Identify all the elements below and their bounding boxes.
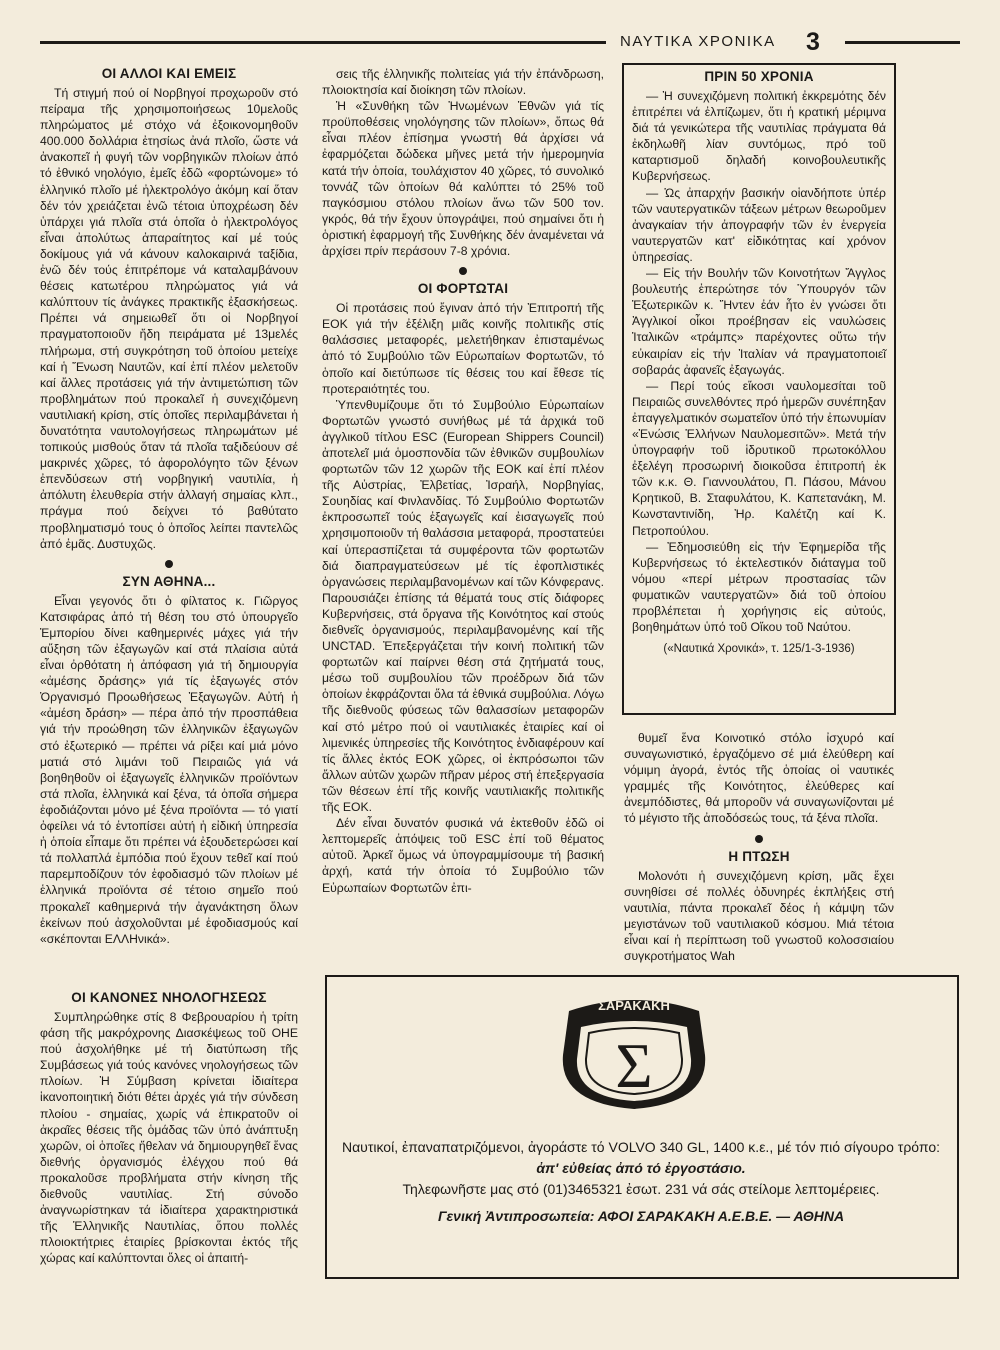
article-kanones: Συμπληρώθηκε στίς 8 Φεβρουαρίου ἡ τρίτη φάση τῆς μακρόχρονης Διασκέψεως τοῦ ΟΗΕ πού ἀσχολήθηκε μέ τή διατύπωση τῆς Συμβάσεως γιά τούς κανόνες νηολογήσεως τῶν πλοίων. Ἡ Σύμβαση κρίνεται ἰδιαίτερα ἱκανοποιητική διότι θέτει ἀρχές γιά τήν σύνδεση πλοίου - σημαίας, χωρίς νά ἐπικρατοῦν οἱ ἀκραῖες θέσεις τῆς ὁμάδας τῶν ὑπό ἀνάπτυξη χωρῶν, οἱ ὁποῖες ἤθελαν νά δημιουργηθεῖ ἕνας διεθνής ὀργανισμός ἐλέγχου πού θά προκαλοῦσε προβλήματα στήν κίνηση τῆς διεθνοῦς ναυτιλίας. Στή σύνοδο ἀναγνωρίστηκαν τά ἰδιαίτερα χαρακτηριστικά τῆς Ἑλληνικῆς Ναυτιλίας, ὅπου πολλές πλοιοκτήτριες ἑταιρίες βρίσκονται ἐκτός τῆς χώρας καί καλύπτονται ὅλες οἱ ἀπαιτή- bbox=[40, 1010, 298, 1266]
article-synthiki: Ἡ «Συνθήκη τῶν Ἡνωμένων Ἐθνῶν γιά τίς προϋποθέσεις νηολόγησης τῶν πλοίων», ὅπως θά εἶναι πλέον ἐπίσημα γνωστή θά ἀρχίσει νά ἐφαρμόζεται δώδεκα μῆνες μετά τήν ἡμερομηνία κατά τήν ὁποία, τουλάχιστον 40 χῶρες, τό συνολικό τοννάζ τῶν ὁποίων θά καλύπτει τό 25% τοῦ παγκόσμιου στόλου πλοίων ἄνω τῶν 500 τον. γκρός, θά τήν ἔχουν ὑπογράψει, πού σημαίνει ὅτι ἡ ὁριστική ἐφαρμογή τῆς Συνθήκης δέν ἀναμένεται νά ἀρχίσει πρίν περάσουν 7-8 χρόνια. bbox=[322, 99, 604, 259]
box-item-3: — Εἰς τήν Βουλήν τῶν Κοινοτήτων Ἄγγλος βουλευτής ἐπερώτησε τόν Ὑπουργόν τῶν Ἐξωτερικῶν κ. Ἤντεν ἐάν ἦτο ἐν γνώσει ὅτι Ἀγγλικοί οἶκοι προέβησαν εἰς ναυλώσεις Ἰταλικῶν «τράμπς» παρέχοντες οὕτω τήν εὐκαιρίαν εἰς τήν Ἰταλίαν νά πραγματοποιεῖ σοβαράς ἀφανεῖς ἐξαγωγάς. bbox=[632, 266, 886, 377]
article-oi-alloi: Τή στιγμή πού οί Νορβηγοί προχωροῦν στό πείραμα τῆς χρησιμοποιήσεως 10μελοῦς πληρώματος μέ στόχο νά ἐξοικονομηθοῦν 400.000 δολλάρια ἐτησίως ἀνά πλοῖο, ὥστε νά ἀνακοπεῖ ἡ φυγή τῶν νορβηγικῶν πλοίων ἀπό τό ἐθνικό νηολόγιο, ἐμεῖς ἐδῶ «φορτώνομε» τό ἑλληνικό πλοῖο μέ ἠλεκτρολόγο ἀκόμη καί ὅταν δέν τόν χρειάζεται ἐνῶ τέτοια ὑποχρέωση δέν ὑπάρχει γιά πλοῖα στά ὁποῖα ὁ ἠλεκτρολόγος εἶναι ἀπολύτως ἀπαραίτητος καί μέ τούς δοκίμους γιά νά κάνουν καλοκαιρινά ταξίδια, ἐνῶ δέν τούς ἐπιτρέπομε νά καταλαμβάνουν θέσεις κατωτέρου πληρώματος γιά νά καλύπτουν τίς ἀνάγκες πρακτικῆς ἐξασκήσεως. Πρέπει νά σημειωθεῖ ὅτι οἱ Νορβηγοί πραγματοποιοῦν ἤδη πειράματα μέ 13μελές πλήρωμα, στή συγκρότηση τοῦ ὁποίου μετείχε καί ἡ Ἕνωση Ναυτῶν, καί ἐπί πλέον μελετοῦν καί ἄλλες προτάσεις γιά τήν ἀντιμετώπιση τῶν προβλημάτων πού προκαλεῖ ἡ συνεχιζόμενη ναυτιλιακή κρίση, στίς ὁποῖες περιλαμβάνεται ἡ δυνατότητα ναυτολογήσεως πληρωμάτων μέ τοπικούς μισθούς ὅταν τά πλοῖα ταξιδεύουν σέ μακρινές χῶρες, τό ἀφορολόγητο τῶν ξένων ἐπενδύσεων στή νορβηγική ναυτιλία, ἡ ἀπόλυτη ἐλευθερία στήν ἀλλαγή σημαίας κλπ., πράγμα πού δείχνει τό βαθύτατο προβληματισμό τους ὁ ὁποῖος λείπει παντελῶς ἀπό ἐμᾶς. Δυστυχῶς. bbox=[40, 86, 298, 551]
section-bullet bbox=[755, 835, 763, 843]
article-stolos: θυμεῖ ἕνα Κοινοτικό στόλο ἰσχυρό καί συναγωνιστικό, ἐργαζόμενο σέ μιά ἐλεύθερη καί νόμιμη ἀγορά, ἐντός τῆς ὁποίας οἱ ναυτικές γραμμές τῆς Κοινότητος, ἐλεύθερες καί ἀνεμπόδιστες, θά μποροῦν νά συναγωνίζονται μέ τό μέγιστο τῆς ἀποδόσεώς τους, τά ξένα πλοῖα. bbox=[624, 731, 894, 826]
header-rule-right bbox=[845, 41, 960, 44]
article-fortotai-3: Δέν εἶναι δυνατόν φυσικά νά ἐκτεθοῦν ἐδῶ οἱ λεπτομερεῖς ἀπόψεις τοῦ ESC ἐπί τοῦ θέματος αὐτοῦ. Ἀρκεῖ ὅμως νά ὑπογραμμίσουμε τή βασική ἀρχή, κατά τήν ὁποία τό Συμβούλιο τῶν Εὐρωπαίων Φορτωτῶν ἐπι- bbox=[322, 816, 604, 895]
logo-sigma: Σ bbox=[615, 1030, 653, 1101]
box-item-5: — Ἐδημοσιεύθη εἰς τήν Ἐφημερίδα τῆς Κυβερνήσεως τό ἐκτελεστικόν διάταγμα τοῦ νόμου «περί μέτρων προστασίας τῶν φυματικῶν ναυτεργατῶν» διά τοῦ ὁποίου προβλέπεται ἡ χορήγησις εἰς αὐτούς, βοηθημάτων ὑπό τοῦ Οἴκου τοῦ Ναύτου. bbox=[632, 539, 886, 635]
heading-oi-alloi: ΟΙ ΑΛΛΟΙ ΚΑΙ ΕΜΕΙΣ bbox=[101, 66, 237, 81]
publication-title: ΝΑΥΤΙΚΑ ΧΡΟΝΙΚΑ bbox=[620, 33, 776, 50]
column-1 bbox=[40, 66, 298, 966]
heading-kanones: ΟΙ ΚΑΝΟΝΕΣ ΝΗΟΛΟΓΗΣΕΩΣ bbox=[71, 990, 267, 1005]
box-item-1: — Ἡ συνεχιζόμενη πολιτική ἐκκρεμότης δέν ἐπιτρέπει νά ἐλπίζωμεν, ὅτι ἡ κρατική μέριμνα διά τά γενικώτερα τῆς ναυτιλίας πράγματα θά ἐκδηλωθῆ λίαν συντόμως, πρό τοῦ καταρτισμοῦ δηλαδή κοινοβουλευτικῆς Κυβερνήσεως. bbox=[632, 89, 886, 184]
page-number: 3 bbox=[806, 28, 820, 56]
box-item-4: — Περί τούς εἴκοσι ναυλομεσίται τοῦ Πειραιῶς συνελθόντες πρό ἡμερῶν συνέπηξαν ἐπαγγελματικόν σωματεῖον ὑπό τήν ἐπωνυμίαν «Ἑνώσις Ἑλλήνων Ναυλομεσιτῶν». Μετά τήν ὑπογραφήν τοῦ ἱδρυτικοῦ πρωτοκόλλου ἐξελέγη προσωρινή διοικοῦσα ἐπιτροπή ἐκ τῶν κ.κ. Θ. Γιαννουλάτου, Π. Πάσου, Μάνου Κρητικοῦ, Β. Σταφυλάτου, Κ. Καπετανάκη, Μ. Κωνσταντινίδη, Ἠρ. Καλέτζη καί Κ. Πετροπούλου. bbox=[632, 378, 886, 538]
heading-prin-50: ΠΡΙΝ 50 ΧΡΟΝΙΑ bbox=[704, 69, 814, 84]
logo-brand-text: ΣΑΡΑΚΑΚΗ bbox=[598, 998, 670, 1013]
article-syn-athina: Εἶναι γεγονός ὅτι ὁ φίλτατος κ. Γιῶργος Κατσιφάρας ἀπό τή θέση του στό ὑπουργεῖο Ἐμπορίου δίνει καθημερινές μάχες γιά τήν αὔξηση τῶν ἐξαγωγῶν καί στά πλαίσια αὐτά εἶναι ὀρθότατη ἡ ἀπόφαση γιά τή δημιουργία «ἀμέσης δράσης» γιά τίς ἐξαγωγές στόν Ὀργανισμό Προωθήσεως Ἐξαγωγῶν. Αὐτή ἡ «ἀμέση δράση» — πέρα ἀπό τήν προσπάθεια γιά τήν προώθηση τῶν ἑλληνικῶν ἐξαγωγῶν στό ἐξωτερικό — πρέπει νά ρίξει καί μιά μόνο ματιά στό λιμάνι τοῦ Πειραιῶς γιά νά βοηθηθοῦν οἱ ἐξαγωγεῖς ἑλληνικῶν προϊόντων στά πλοῖα, ἑλληνικά καί ξένα, τά ὁποῖα σήμερα ἐφοδιάζονται μόνο μέ ξένα προϊόντα — τό γιατί ὀφείλει νά τό ἐντοπίσει αὐτή ἡ εἰδική ὑπηρεσία ἡ ὁποία εἶπαμε ὅτι πρέπει νά ἐξουδετερώσει καί τά πολλαπλά ἐμπόδια πού ἔχουν τεθεῖ καί πού παρεμποδίζουν τόν ἐφοδιασμό τῶν πλοίων μέ ἑλληνικά προϊόντα σέ τέτοιο σημεῖο πού προκαλεῖ καθημερινά τήν ἀγανάκτηση ὅλων ἐκείνων πού ἀσχολοῦνται μέ ἐφοδιασμούς καί «σκέπονται ΕΛΛΗνικά». bbox=[40, 593, 298, 946]
box-source: («Ναυτικά Χρονικά», τ. 125/1-3-1936) bbox=[663, 643, 855, 656]
ad-line-3: Γενική Ἀντιπροσωπεία: ΑΦΟΙ ΣΑΡΑΚΑΚΗ Α.Ε.Β.Ε. — ΑΘΗΝΑ bbox=[437, 1208, 845, 1224]
ad-copy bbox=[341, 1137, 941, 1227]
sarakaki-logo-icon bbox=[559, 993, 709, 1113]
box-item-2: — Ὡς ἀπαρχήν βασικήν οἱανδήποτε ὑπέρ τῶν ναυτεργατικῶν τάξεων μέτρων θεωροῦμεν ἀναγκαίαν τήν ἀπογραφήν τῶν ἐν ἐνεργεία ναυτεργατῶν κατ' εἰδικότητας καί χρόνον ὑπηρεσίας. bbox=[632, 185, 886, 264]
section-bullet bbox=[459, 267, 467, 275]
article-ptosi: Μολονότι ἡ συνεχιζόμενη κρίση, μᾶς ἔχει συνηθίσει σέ πολλές ὀδυνηρές ἐκπλήξεις στή ναυτιλία, πάντα προκαλεῖ δέος ἡ κάμψη τῶν μεγιστάνων τοῦ ναυτιλιακοῦ κόσμου. Μιά τέτοια εἶναι καί ἡ περίπτωση τοῦ γνωστοῦ κολοσσιαίου συγκροτήματος Wah bbox=[624, 868, 894, 964]
article-fortotai-2: Ὑπενθυμίζουμε ὅτι τό Συμβούλιο Εὐρωπαίων Φορτωτῶν γνωστό συνήθως μέ τά ἀρχικά τοῦ ἀγγλικοῦ τίτλου ESC (European Shippers Council) ἀποτελεῖ μιά ὁμοσπονδία τῶν ἐθνικῶν συμβουλίων φορτωτῶν τῶν 12 χωρῶν τῆς ΕΟΚ καί ἐπί πλέον τῆς Αὐστρίας, Ἐλβετίας, Ἰσραήλ, Νορβηγίας, Σουηδίας καί Φινλανδίας. Τό Συμβούλιο Φορτωτῶν ἐκπροσωπεῖ τούς ἐξαγωγεῖς καί ἐισαγωγεῖς πού χρησιμοποιοῦν τή θαλάσσια μεταφορά, προστατεύει καί ὑπερασπίζεται τά συμφέροντα τῶν φορτωτῶν διά διαπραγματεύσεων μέ τίς ἐφοπλιστικές ὀργανώσεις περιλαμβανομένων καί τῶν Κόνφερανς. Παρουσιάζει ἐπίσης τά θέματά τους στίς διάφορες Κυβερνήσεις, στά ὄργανα τῆς Κοινότητος καί στούς διεθνεῖς ὀργανισμούς, περιλαμβανομένης καί τῆς UNCTAD. Ἐπεξεργάζεται τήν κοινή πολιτική τῶν φορτωτῶν καί παίρνει θέση στά ζητήματά τους, μέσω τοῦ συμβουλίου τῶν προέδρων διά τῶν ὁποίων ἐκφράζονται ὅλα τά ἐθνικά συμβούλια. Λόγω τῆς διεθνοῦς φύσεως τῶν θαλασσίων μεταφορῶν καί στό μέτρο πού οἱ ναυτιλιακές ἑταιρίες καί οἱ λιμενικές ὑπηρεσίες τῆς Κοινότητος ἐνδιαφέρουν καί τίς ἄλλες ἐκτός ΕΟΚ χῶρες, οἱ ἐκπρόσωποι τῶν ἄλλων αὐτῶν χωρῶν πῆραν μέρος στή ἐπεξεργασία τῶν θέσεων ἐπί τῆς κοινῆς ναυτιλιακῆς πολιτικῆς τῆς ΕΟΚ. bbox=[322, 397, 604, 815]
sarakaki-advertisement bbox=[325, 975, 959, 1279]
prin-50-xronia-box bbox=[622, 63, 896, 715]
heading-ptosi: Η ΠΤΩΣΗ bbox=[728, 848, 790, 864]
column-1-bottom bbox=[40, 990, 298, 1295]
heading-fortotai: ΟΙ ΦΟΡΤΩΤΑΙ bbox=[417, 281, 509, 297]
column-2 bbox=[322, 66, 604, 972]
article-continuation: σεις τῆς ἑλληνικῆς πολιτείας γιά τήν ἐπάνδρωση, πλοιοκτησία καί διοίκηση τῶν πλοίων. bbox=[322, 67, 604, 98]
column-3 bbox=[624, 730, 894, 964]
section-bullet bbox=[165, 560, 173, 568]
ad-line-2: Τηλεφωνῆστε μας στό (01)3465321 ἐσωτ. 231 νά σάς στείλομε λεπτομέρειες. bbox=[402, 1181, 880, 1197]
ad-line-1: Ναυτικοί, ἐπαναπατριζόμενοι, ἀγοράστε τό VOLVO 340 GL, 1400 κ.ε., μέ τόν πιό σίγουρο τρόπο: ἀπ' εὐθείας ἀπό τό ἐργοστάσιο. bbox=[341, 1139, 941, 1176]
header-rule-left bbox=[40, 41, 606, 44]
heading-syn-athina: ΣΥΝ ΑΘΗΝΑ... bbox=[122, 573, 216, 589]
ad-line-1-bold: ἀπ' εὐθείας ἀπό τό ἐργοστάσιο. bbox=[536, 1160, 746, 1176]
article-fortotai-1: Οἱ προτάσεις πού ἔγιναν ἀπό τήν Ἐπιτροπή τῆς ΕΟΚ γιά τήν ἐξέλιξη μιᾶς κοινῆς πολιτικῆς στίς θαλάσσιες μεταφορές, μελετήθηκαν ἐπισταμένως ἀπό τό Συμβούλιο τῶν Εὐρωπαίων Φορτωτῶν, τό ὁποῖο καί διετύπωσε τίς θέσεις του καί ἔθεσε τίς προτεραιότητές του. bbox=[322, 301, 604, 396]
